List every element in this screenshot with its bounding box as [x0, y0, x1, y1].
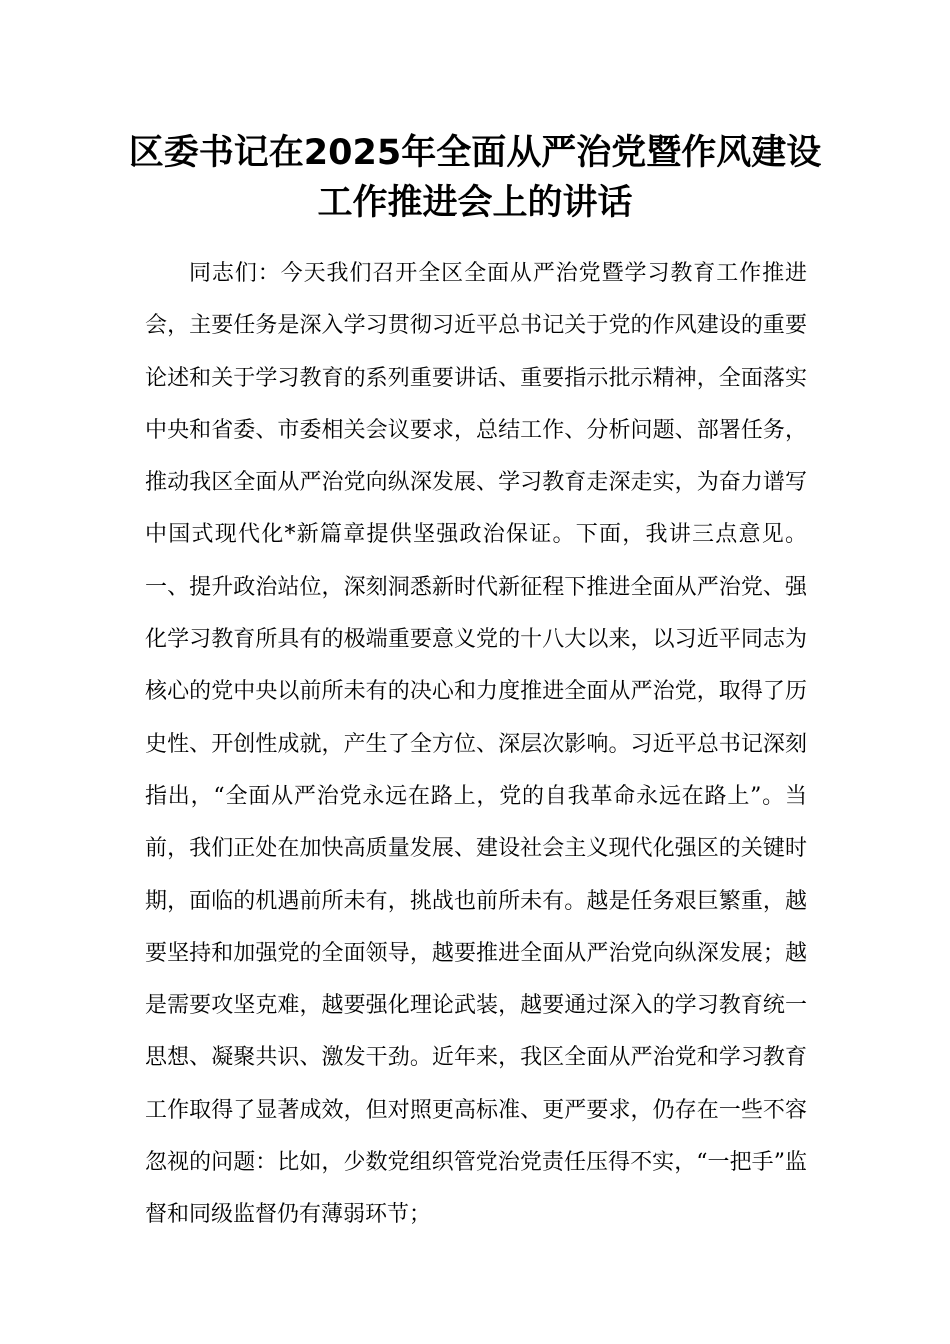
document-title: 区委书记在2025年全面从严治党暨作风建设工作推进会上的讲话 [128, 133, 822, 223]
document-body-paragraph: 同志们：今天我们召开全区全面从严治党暨学习教育工作推进会，主要任务是深入学习贯彻习近平总书记关于党的作风建设的重要论述和关于学习教育的系列重要讲话、重要指示批示精神，全面落实中央和省委、市委相关会议要求，总结工作、分析问题、部署任务，推动我区全面从严治党向纵深发展、学习教育走深走实，为奋力谱写中国式现代化*新篇章提供坚强政治保证。下面，我讲三点意见。一、提升政治站位，深刻洞悉新时代新征程下推进全面从严治党、强化学习教育所具有的极端重要意义党的十八大以来，以习近平同志为核心的党中央以前所未有的决心和力度推进全面从严治党，取得了历史性、开创性成就，产生了全方位、深层次影响。习近平总书记深刻指出，“全面从严治党永远在路上，党的自我革命永远在路上”。当前，我们正处在加快高质量发展、建设社会主义现代化强区的关键时期，面临的机遇前所未有，挑战也前所未有。越是任务艰巨繁重，越要坚持和加强党的全面领导，越要推进全面从严治党向纵深发展；越是需要攻坚克难，越要强化理论武装，越要通过深入的学习教育统一思想、凝聚共识、激发干劲。近年来，我区全面从严治党和学习教育工作取得了显著成效，但对照更高标准、更严要求，仍存在一些不容忽视的问题：比如，少数党组织管党治党责任压得不实，“一把手”监督和同级监督仍有薄弱环节； [145, 261, 807, 1228]
